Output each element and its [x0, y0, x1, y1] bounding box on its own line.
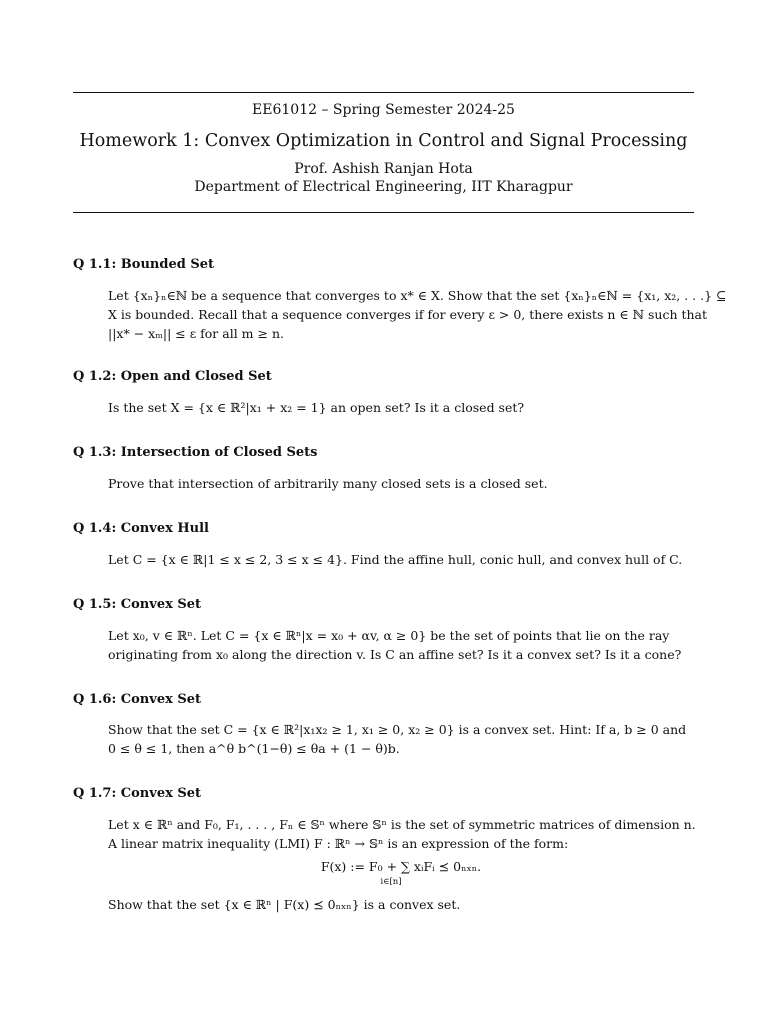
question-text-line: A linear matrix inequality (LMI) F : ℝⁿ → 𝕊ⁿ is an expression of the form: — [108, 836, 569, 851]
question-text-line: Let x₀, v ∈ ℝⁿ. Let C = {x ∈ ℝⁿ|x = x₀ + αv, α ≥ 0} be the set of points that lie on the ray — [108, 628, 670, 643]
question-heading: Q 1.7: Convex Set — [73, 786, 202, 801]
question-body — [108, 815, 694, 914]
professor-name: Prof. Ashish Ranjan Hota — [294, 161, 473, 177]
question-body — [108, 550, 694, 569]
question-heading: Q 1.4: Convex Hull — [73, 521, 209, 536]
lmi-equation — [108, 857, 694, 887]
question-heading: Q 1.2: Open and Closed Set — [73, 369, 272, 384]
question-heading: Q 1.3: Intersection of Closed Sets — [73, 445, 318, 460]
course-line: EE61012 – Spring Semester 2024-25 — [252, 102, 515, 118]
question-heading: Q 1.1: Bounded Set — [73, 257, 214, 272]
question-body — [108, 286, 727, 343]
question-text-line: Let x ∈ ℝⁿ and F₀, F₁, . . . , Fₙ ∈ 𝕊ⁿ where 𝕊ⁿ is the set of symmetric matrices of dimension n. — [108, 817, 696, 832]
question-heading: Q 1.5: Convex Set — [73, 597, 202, 612]
question-text-line: Prove that intersection of arbitrarily many closed sets is a closed set. — [108, 476, 548, 491]
question-text-line: Let C = {x ∈ ℝ|1 ≤ x ≤ 2, 3 ≤ x ≤ 4}. Find the affine hull, conic hull, and convex hull of C. — [108, 552, 683, 567]
question-body — [108, 474, 694, 493]
question-text-line: 0 ≤ θ ≤ 1, then a^θ b^(1−θ) ≤ θa + (1 − θ)b. — [108, 741, 400, 756]
question-body — [108, 720, 694, 758]
question-body — [108, 626, 694, 664]
question-text-line: ||x* − xₘ|| ≤ ε for all m ≥ n. — [108, 326, 284, 341]
department-name: Department of Electrical Engineering, IIT Kharagpur — [194, 179, 573, 195]
question-text-line: Show that the set {x ∈ ℝⁿ | F(x) ⪯ 0ₙₓₙ} is a convex set. — [108, 897, 461, 912]
document-title: Homework 1: Convex Optimization in Control and Signal Processing — [79, 131, 688, 151]
equation-text: F(x) := F₀ + ∑ xᵢFᵢ ⪯ 0ₙₓₙ. — [320, 859, 482, 874]
question-body — [108, 398, 694, 417]
equation-subscript: i∈[n] — [380, 877, 402, 887]
question-text-line: X is bounded. Recall that a sequence converges if for every ε > 0, there exists n ∈ ℕ such that — [108, 307, 708, 322]
header-top-rule — [73, 92, 694, 93]
question-text-line: Is the set X = {x ∈ ℝ²|x₁ + x₂ = 1} an open set? Is it a closed set? — [108, 400, 525, 415]
question-text-line: Let {xₙ}ₙ∈ℕ be a sequence that converges to x* ∈ X. Show that the set {xₙ}ₙ∈ℕ = {x₁, x₂, . . .} ⊆ — [108, 288, 727, 303]
question-heading: Q 1.6: Convex Set — [73, 692, 202, 707]
question-text-line: originating from x₀ along the direction v. Is C an affine set? Is it a convex set? Is it a cone? — [108, 647, 682, 662]
question-text-line: Show that the set C = {x ∈ ℝ²|x₁x₂ ≥ 1, x₁ ≥ 0, x₂ ≥ 0} is a convex set. Hint: If a, b ≥ 0 and — [108, 722, 687, 737]
header-bottom-rule — [73, 212, 694, 213]
